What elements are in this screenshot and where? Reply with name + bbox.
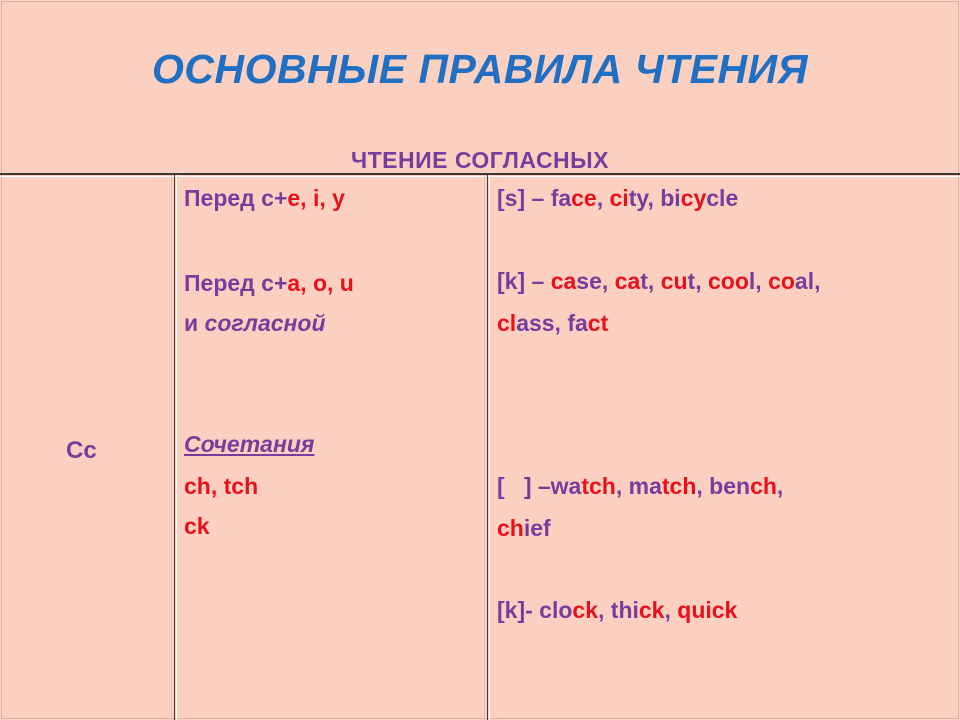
word-text: al, xyxy=(794,268,821,294)
highlighted-letters: tch xyxy=(581,473,616,499)
word-text: , ben xyxy=(696,473,751,499)
word-text: fa xyxy=(550,185,572,211)
sound-label: [s] – xyxy=(497,185,551,211)
example-words xyxy=(551,185,739,211)
rule-prefix: Перед c+ xyxy=(184,185,288,211)
highlighted-letters: cu xyxy=(660,268,688,294)
word-text: ass, fa xyxy=(516,310,588,336)
highlighted-letters: ck xyxy=(638,597,665,623)
word-text: wa xyxy=(550,473,582,499)
page-subtitle: ЧТЕНИЕ СОГЛАСНЫХ xyxy=(350,147,610,173)
page-frame xyxy=(1,1,959,719)
sound-label: [ ] – xyxy=(497,473,551,499)
column-divider-highlight xyxy=(176,175,177,720)
column-divider-shade xyxy=(484,175,485,720)
word-text: , xyxy=(596,185,610,211)
highlighted-letters: tch xyxy=(661,473,697,499)
rule-consonant xyxy=(184,310,326,337)
table-top-highlight xyxy=(0,176,960,177)
word-text: t, xyxy=(640,268,661,294)
rule-before-eiy xyxy=(184,185,345,212)
column-divider-highlight xyxy=(489,175,490,720)
highlighted-letters: co xyxy=(768,268,795,294)
column-divider-1 xyxy=(174,175,175,720)
highlighted-letters: coo xyxy=(708,268,749,294)
highlighted-letters: ck xyxy=(572,597,598,623)
rule-vowels: a, o, u xyxy=(287,270,354,296)
table-top-border xyxy=(0,173,960,175)
word-text: , thi xyxy=(598,597,639,623)
example-words xyxy=(497,515,551,541)
highlighted-letters: ch xyxy=(497,515,524,541)
highlighted-letters: ct xyxy=(587,310,609,336)
sound-label: [k] – xyxy=(497,268,551,294)
word-text: ty, bi xyxy=(628,185,681,211)
letter-cell: Cc xyxy=(66,437,97,464)
rule-consonant-word: согласной xyxy=(204,310,326,336)
word-text: , xyxy=(664,597,678,623)
highlighted-letters: ci xyxy=(609,185,629,211)
example-ch xyxy=(497,473,783,500)
highlighted-letters: cl xyxy=(497,310,517,336)
example-k-cont xyxy=(497,310,608,337)
example-words xyxy=(497,310,608,336)
sound-label: [k]- xyxy=(497,597,540,623)
rule-prefix: и xyxy=(184,310,205,336)
example-words xyxy=(539,597,737,623)
rule-prefix: Перед c+ xyxy=(184,270,288,296)
combo-ck: ck xyxy=(184,513,210,539)
highlighted-letters: cy xyxy=(680,185,707,211)
word-text: se, xyxy=(576,268,615,294)
word-text: l, xyxy=(748,268,769,294)
highlighted-letters: ca xyxy=(550,268,577,294)
highlighted-letters: ch xyxy=(750,473,777,499)
highlighted-letters: ca xyxy=(614,268,641,294)
example-ch-cont xyxy=(497,515,551,542)
example-s xyxy=(497,185,738,212)
word-text: ief xyxy=(523,515,551,541)
rule-before-aou xyxy=(184,270,354,297)
column-divider-shade xyxy=(171,175,172,720)
example-words xyxy=(551,268,821,294)
rule-vowels: e, i, y xyxy=(287,185,345,211)
word-text: t, xyxy=(687,268,708,294)
example-words xyxy=(551,473,784,499)
combos-heading: Сочетания xyxy=(184,431,315,457)
word-text: , ma xyxy=(615,473,662,499)
word-text: , xyxy=(776,473,784,499)
column-divider-2 xyxy=(487,175,488,720)
word-text: cle xyxy=(706,185,739,211)
word-text: clo xyxy=(539,597,573,623)
highlighted-letters: ce xyxy=(571,185,597,211)
example-k xyxy=(497,268,820,295)
example-ck xyxy=(497,597,737,624)
combo-ch-tch: ch, tch xyxy=(184,473,259,499)
page-title: ОСНОВНЫЕ ПРАВИЛА ЧТЕНИЯ xyxy=(152,46,808,92)
highlighted-letters: quick xyxy=(677,597,738,623)
